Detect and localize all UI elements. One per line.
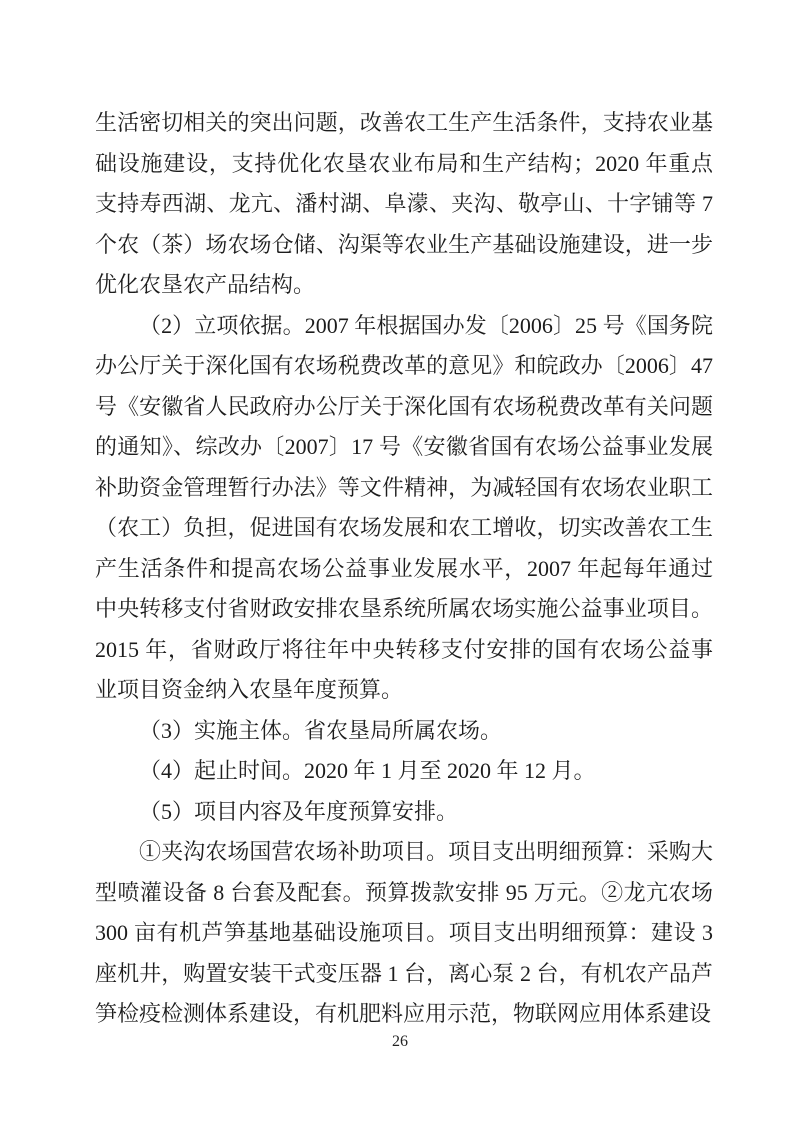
paragraph-item-4-timeframe: （4）起止时间。2020 年 1 月至 2020 年 12 月。 bbox=[139, 758, 596, 783]
paragraph-continuation: 生活密切相关的突出问题，改善农工生产生活条件，支持农业基础设施建设，支持优化农垦农业布局和生产结构；2020 年重点支持寿西湖、龙亢、潘村湖、阜濛、夹沟、敬亭山、十字铺等 7 个农（茶）场农场仓储、沟渠等农业生产基础设施建设，进一步优化农垦农产品结构。 bbox=[95, 110, 713, 297]
paragraph-item-3-implementer: （3）实施主体。省农垦局所属农场。 bbox=[139, 717, 503, 743]
paragraph-project-details: ①夹沟农场国营农场补助项目。项目支出明细预算：采购大型喷灌设备 8 台套及配套。预算拨款安排 95 万元。②龙亢农场 300 亩有机芦笋基地基础设施项目。项目支出明细预算：建设 3 座机井，购置安装干式变压器 1 台，离心泵 2 台，有机农产品芦笋检疫检测体系建设，有机肥料应用示范，物联网应用体系建设 bbox=[95, 839, 713, 1026]
paragraph-item-2-basis: （2）立项依据。2007 年根据国办发〔2006〕25 号《国务院办公厅关于深化国有农场税费改革的意见》和皖政办〔2006〕47 号《安徽省人民政府办公厅关于深化国有农场税费改革有关问题的通知》、综改办〔2007〕17 号《安徽省国有农场公益事业发展补助资金管理暂行办法》等文件精神，为减轻国有农场农业职工（农工）负担，促进国有农场发展和农工增收，切实改善农工生产生活条件和提高农场公益事业发展水平，2007 年起每年通过中央转移支付省财政安排农垦系统所属农场实施公益事业项目。2015 年，省财政厅将往年中央转移支付安排的国有农场公益事业项目资金纳入农垦年度预算。 bbox=[95, 312, 713, 702]
page-number: 26 bbox=[392, 1033, 408, 1050]
page-body bbox=[95, 103, 713, 1035]
paragraph-item-5-content-budget: （5）项目内容及年度预算安排。 bbox=[139, 798, 459, 824]
